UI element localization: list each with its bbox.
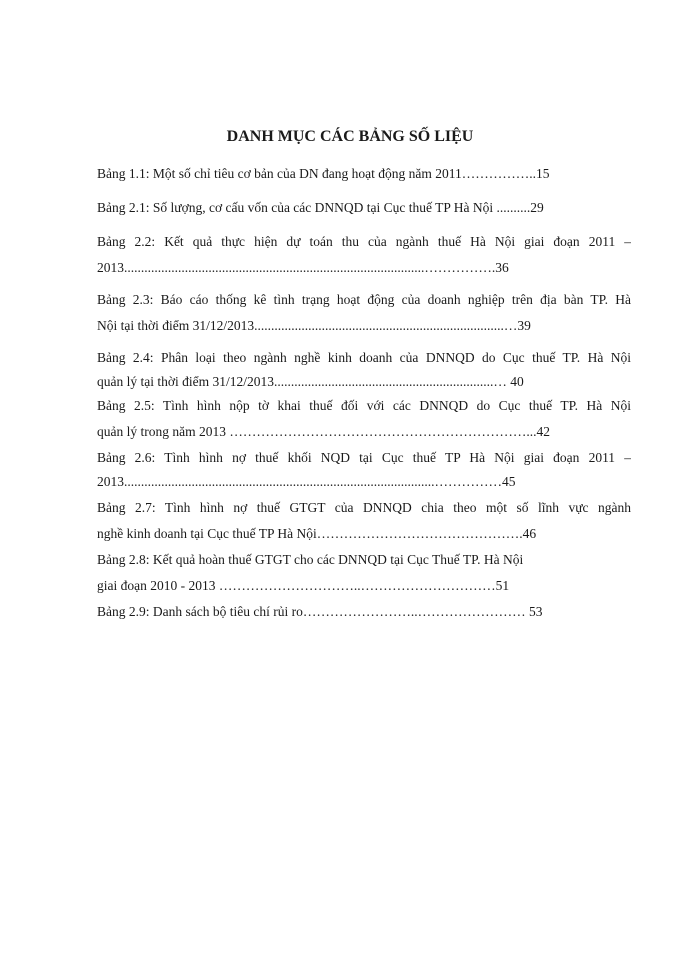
table-entry-1-1: Bảng 1.1: Một số chỉ tiêu cơ bản của DN đang hoạt động năm 2011……………..15 xyxy=(97,166,550,181)
table-entry-2-3-line-2: Nội tại thời điểm 31/12/2013..........................................................................…39 xyxy=(97,318,531,333)
table-entry-2-7-line-1: Bảng 2.7: Tình hình nợ thuế GTGT của DNNQD chia theo một số lĩnh vực ngành xyxy=(97,500,631,515)
table-entry-2-8-line-1: Bảng 2.8: Kết quả hoàn thuế GTGT cho các DNNQD tại Cục Thuế TP. Hà Nội xyxy=(97,552,524,567)
table-entry-2-6-line-1: Bảng 2.6: Tình hình nợ thuế khối NQD tại Cục thuế TP Hà Nội giai đoạn 2011 – xyxy=(97,450,631,465)
table-entry-2-9: Bảng 2.9: Danh sách bộ tiêu chí rủi ro……………………..…………………… 53 xyxy=(97,604,543,619)
table-entry-2-4-line-1: Bảng 2.4: Phân loại theo ngành nghề kinh doanh của DNNQD do Cục thuế TP. Hà Nội xyxy=(97,350,631,365)
table-entry-2-5-line-2: quản lý trong năm 2013 …………………………………………………………...42 xyxy=(97,424,550,439)
table-entry-2-6-line-2: 2013............................................................................................……………45 xyxy=(97,474,516,489)
table-entry-2-7-line-2: nghề kinh doanh tại Cục thuế TP Hà Nội……………………………………….46 xyxy=(97,526,537,541)
page-title: DANH MỤC CÁC BẢNG SỐ LIỆU xyxy=(226,128,474,145)
table-entry-2-1: Bảng 2.1: Số lượng, cơ cấu vốn của các DNNQD tại Cục thuế TP Hà Nội ..........29 xyxy=(97,200,544,215)
table-entry-2-3-line-1: Bảng 2.3: Báo cáo thống kê tình trạng hoạt động của doanh nghiệp trên địa bàn TP. Hà xyxy=(97,292,631,307)
table-entry-2-4-line-2: quản lý tại thời điểm 31/12/2013.................................................................… 40 xyxy=(97,374,524,389)
table-entry-2-8-line-2: giai đoạn 2010 - 2013 …………………………..…………………………51 xyxy=(97,578,510,593)
table-entry-2-5-line-1: Bảng 2.5: Tình hình nộp tờ khai thuế đối với các DNNQD do Cục thuế TP. Hà Nội xyxy=(97,398,631,413)
table-entry-2-2-line-1: Bảng 2.2: Kết quả thực hiện dự toán thu của ngành thuế Hà Nội giai đoạn 2011 – xyxy=(97,234,631,249)
table-entry-2-2-line-2: 2013.........................................................................................…………….36 xyxy=(97,260,509,275)
